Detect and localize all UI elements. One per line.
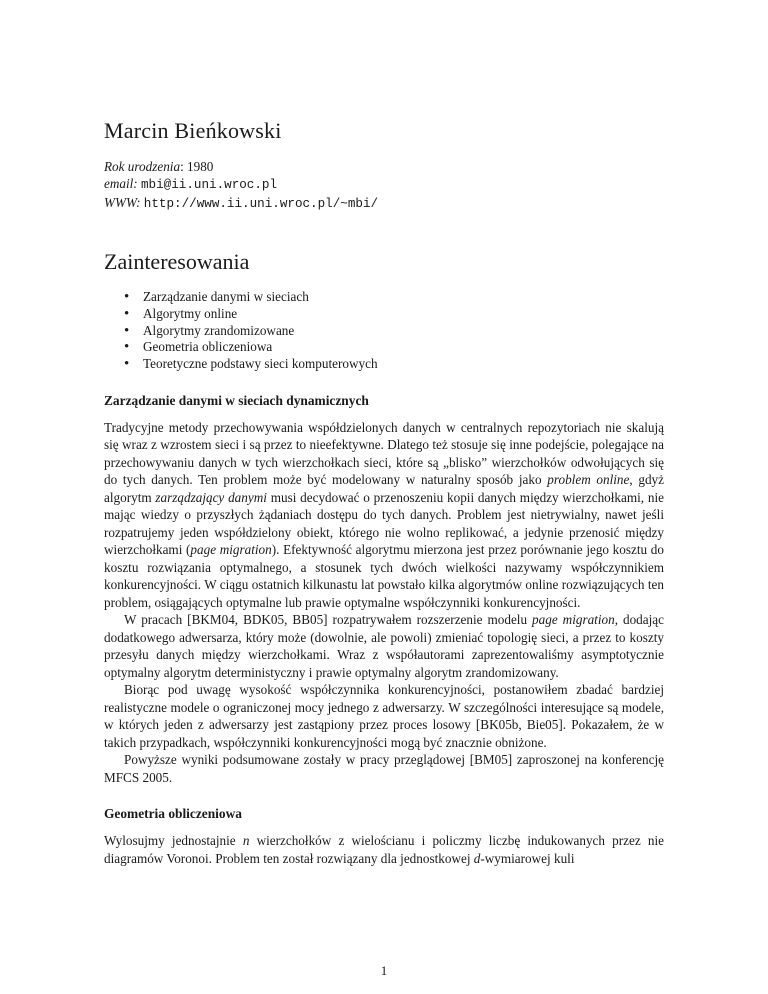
www-line bbox=[104, 194, 664, 213]
document-page bbox=[104, 118, 664, 867]
list-item: • Teoretyczne podstawy sieci komputerowych bbox=[124, 356, 664, 373]
section-heading-geometry: Geometria obliczeniowa bbox=[104, 806, 242, 822]
list-item: • Zarządzanie danymi w sieciach bbox=[124, 289, 664, 306]
paragraph: Biorąc pod uwagę wysokość współczynnika konkurencyjności, postanowiłem zbadać bardziej realistyczne modele o ograniczonej mocy jednego z adwersarzy. W szczególności interesujące są modele, w których jeden z adwersarzy jest zastąpiony przez proces losowy [BK05b, Bie05]. Pokazałem, że w takich przypadkach, współczynniki konkurencyjności mogą być znacznie obniżone. bbox=[104, 682, 664, 750]
section-heading-data-management: Zarządzanie danymi w sieciach dynamicznych bbox=[104, 392, 369, 408]
email-label: email: bbox=[104, 176, 138, 191]
www-label: WWW: bbox=[104, 195, 141, 210]
author-name: Marcin Bieńkowski bbox=[104, 118, 282, 143]
list-item: • Geometria obliczeniowa bbox=[124, 339, 664, 356]
paragraph: Powyższe wyniki podsumowane zostały w pracy przeglądowej [BM05] zaproszonej na konferencję MFCS 2005. bbox=[104, 752, 664, 785]
personal-info bbox=[104, 158, 664, 213]
list-item: • Algorytmy zrandomizowane bbox=[124, 323, 664, 340]
paragraph: Wylosujmy jednostajnie n wierzchołków z wielościanu i policzmy liczbę indukowanych przez nie diagramów Voronoi. Problem ten został rozwiązany dla jednostkowej d-wymiarowej kuli bbox=[104, 833, 664, 866]
list-item: • Algorytmy online bbox=[124, 306, 664, 323]
birth-year-value: : 1980 bbox=[180, 159, 214, 174]
page-number: 1 bbox=[380, 963, 388, 978]
interests-list bbox=[104, 289, 664, 373]
www-value: http://www.ii.uni.wroc.pl/~mbi/ bbox=[143, 197, 379, 211]
interests-heading: Zainteresowania bbox=[104, 249, 250, 274]
birth-year-line bbox=[104, 158, 664, 175]
paragraph: W pracach [BKM04, BDK05, BB05] rozpatrywałem rozszerzenie modelu page migration, dodając dodatkowego adwersarza, który może (dowolnie, ale powoli) zmieniać topologię sieci, a przez to koszty przesyłu danych między wierzchołkami. Wraz z współautorami zaprezentowaliśmy asymptotycznie optymalny algorytm deterministyczny i prawie optymalny algorytm zrandomizowany. bbox=[104, 612, 664, 680]
paragraph: Tradycyjne metody przechowywania współdzielonych danych w centralnych repozytoriach nie skalują się wraz z wzrostem sieci i są przez to nieefektywne. Dlatego też stosuje się inne podejście, polegające na przechowywaniu danych w tych wierzchołkach sieci, które są „blisko” wierzchołków odwołujących się do tych danych. Ten problem może być modelowany w naturalny sposób jako problem online, gdyż algorytm zarządzający danymi musi decydować o przenoszeniu kopii danych między wierzchołkami, nie mając wiedzy o przyszłych żądaniach dostępu do tych danych. Problem jest nietrywialny, nawet jeśli rozpatrujemy jeden współdzielony obiekt, którego nie wolno replikować, a jedynie przenosić między wierzchołkami (page migration). Efektywność algorytmu mierzona jest przez porównanie jego kosztu do kosztu rozwiązania optymalnego, a stosunek tych dwóch wielkości nazywamy współczynnikiem konkurencyjności. W ciągu ostatnich kilkunastu lat powstało kilka algorytmów online rozwiązujących ten problem, osiągających optymalne lub prawie optymalne współczynniki konkurencyjności. bbox=[104, 419, 664, 610]
email-value: mbi@ii.uni.wroc.pl bbox=[141, 178, 278, 192]
birth-year-label: Rok urodzenia bbox=[104, 159, 181, 174]
email-line bbox=[104, 175, 664, 194]
